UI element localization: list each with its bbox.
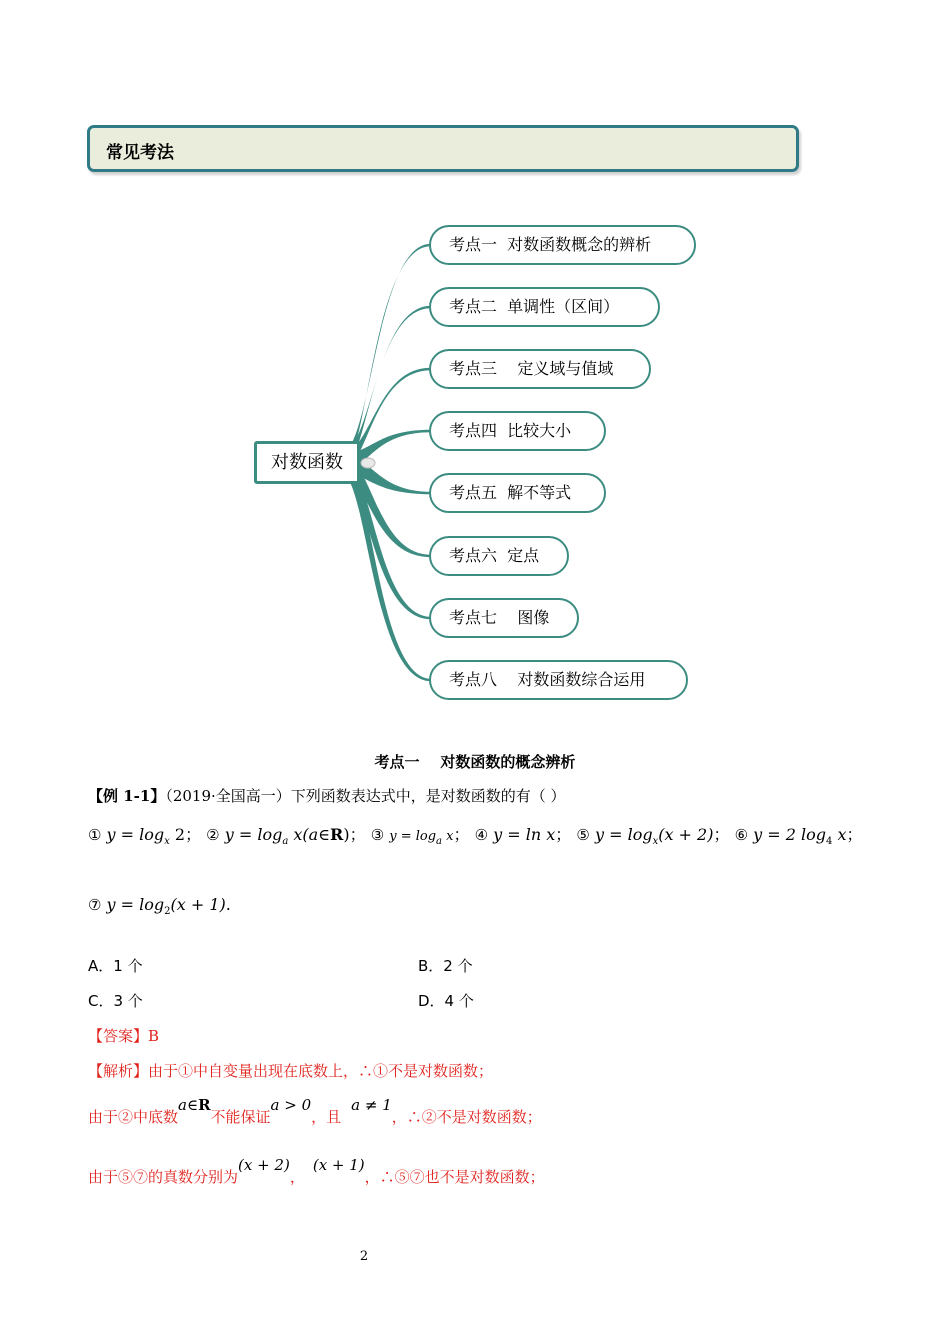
item-number-2: ②: [206, 826, 220, 844]
item-number-5: ⑤: [576, 826, 590, 844]
answer-line: [88, 1025, 159, 1046]
analysis-text-2d: ，∴②不是对数函数；: [391, 1108, 542, 1126]
answer-label: 【答案】: [88, 1027, 149, 1045]
mindmap-node-1: 考点一 对数函数概念的辨析: [429, 225, 696, 265]
math-a-gt-0: a > 0: [270, 1096, 312, 1114]
formula-2: $y = \log_a$ x(a∈R): [224, 825, 350, 847]
analysis-line-3: [88, 1154, 545, 1186]
formula-6: y = 2 $\log_4 x$: [753, 825, 847, 847]
item-number-1: ①: [88, 826, 102, 844]
mindmap-node-5: 考点五 解不等式: [429, 473, 606, 513]
formula-3: $y = \log_a x$: [389, 829, 454, 847]
mindmap-node-8: 考点八 对数函数综合运用: [429, 660, 688, 700]
mindmap-node-4: 考点四 比较大小: [429, 411, 606, 451]
mindmap-node-3: 考点三 定义域与值域: [429, 349, 651, 389]
analysis-text-2c: ，且: [311, 1108, 342, 1126]
formula-5: $y = \log_x(x + 2)$: [594, 825, 714, 847]
analysis-text-3a: 由于⑤⑦的真数分别为: [88, 1168, 239, 1186]
math-x-plus-1: (x + 1): [312, 1156, 365, 1174]
mindmap-connectors: [0, 200, 950, 720]
section-header-box: [87, 125, 799, 172]
sep-2: ；: [349, 825, 366, 844]
mindmap-root: 对数函数: [254, 441, 360, 484]
item-number-7: ⑦: [88, 896, 102, 914]
mindmap-node-7: 考点七 图像: [429, 598, 579, 638]
topic-title: 考点一 对数函数的概念辨析: [374, 753, 576, 771]
math-a-in-r: a∈R: [178, 1096, 211, 1114]
math-x-plus-2: (x + 2): [238, 1156, 290, 1174]
sep-5: ；: [713, 825, 730, 844]
option-a: A．1 个: [88, 957, 143, 975]
analysis-text-2a: 由于②中底数: [88, 1108, 179, 1126]
formula-line: [88, 822, 863, 847]
example-stem-line: [88, 785, 566, 806]
mindmap-node-2: 考点二 单调性（区间）: [429, 287, 660, 327]
formula-end: .: [225, 895, 231, 914]
sep-4: ；: [555, 825, 572, 844]
formula-4: y = ln x: [493, 825, 556, 844]
sep-1: ；: [185, 825, 202, 844]
mindmap-node-6: 考点六 定点: [429, 536, 569, 576]
example-stem: 下列函数表达式中，是对数函数的有（ ）: [290, 787, 566, 805]
analysis-text-1: 由于①中自变量出现在底数上，∴①不是对数函数；: [148, 1062, 494, 1080]
item-number-6: ⑥: [734, 826, 749, 844]
item-number-4: ④: [474, 826, 489, 844]
root-connector-dot: [361, 458, 375, 468]
sep-3: ；: [453, 825, 470, 844]
option-b: B．2 个: [418, 957, 473, 975]
formula-7: $y = \log_2(x + 1)$: [106, 895, 226, 917]
analysis-text-3c: ，∴⑤⑦也不是对数函数；: [364, 1168, 545, 1186]
option-c: C．3 个: [88, 992, 143, 1010]
example-label: 【例 1-1】: [88, 787, 166, 805]
section-header-title: 常见考法: [106, 143, 174, 163]
answer-value: B: [148, 1027, 160, 1045]
analysis-text-3b: ，: [289, 1168, 305, 1186]
example-source: （2019·全国高一）: [165, 787, 291, 805]
sep-6: ；: [846, 825, 863, 844]
analysis-label: 【解析】: [88, 1062, 149, 1080]
formula-1: $y = \log_x 2$: [106, 825, 186, 847]
math-a-ne-1: a ≠ 1: [351, 1096, 392, 1114]
formula-line-2: [88, 895, 231, 917]
item-number-3: ③: [370, 826, 385, 844]
option-d: D．4 个: [418, 992, 474, 1010]
page-number: 2: [359, 1249, 369, 1264]
analysis-line-1: [88, 1060, 493, 1081]
analysis-text-2b: 不能保证: [210, 1108, 271, 1126]
analysis-line-2: [88, 1094, 542, 1126]
